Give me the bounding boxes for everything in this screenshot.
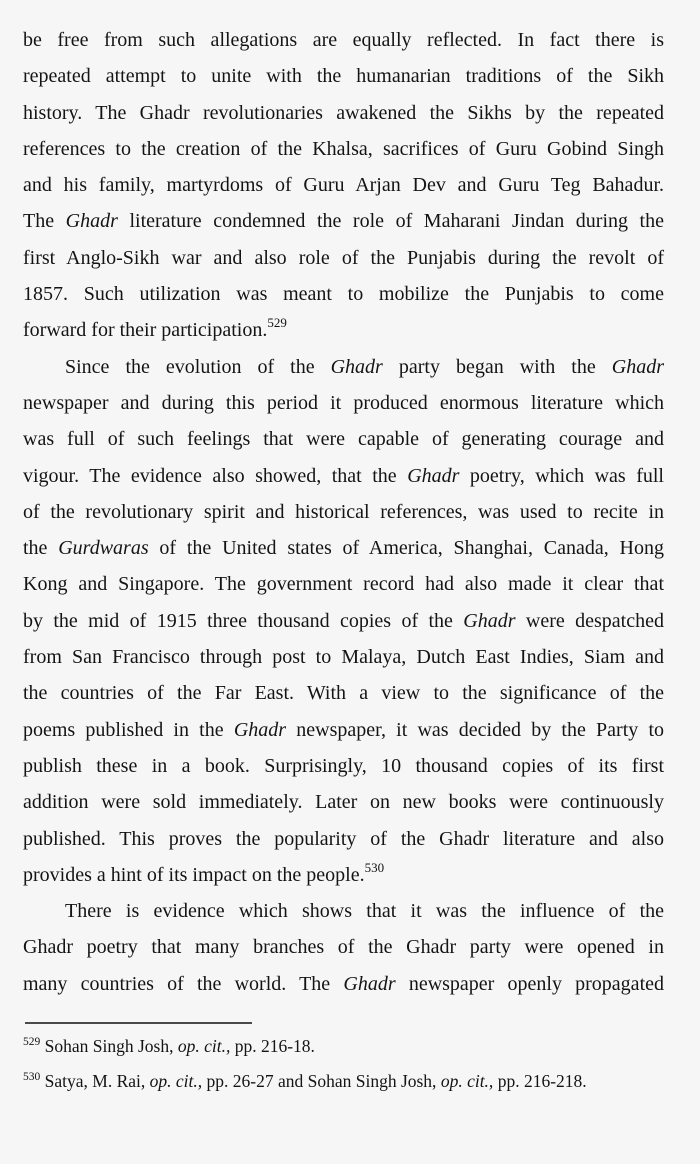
text-line [23, 857, 664, 893]
text-segment: addition were sold immediately. Later on new books were continuously [23, 791, 664, 814]
text-segment: Kong and Singapore. The government record had also made it clear that [23, 573, 664, 596]
text-segment: publish these in a book. Surprisingly, 10 thousand copies of its first [23, 754, 664, 777]
italic-text: Ghadr [65, 210, 118, 233]
text-segment: pp. 216-18. [230, 1036, 315, 1056]
text-line [23, 603, 664, 639]
footnotes [23, 1029, 678, 1099]
text-segment: poetry, which was full [459, 464, 664, 487]
text-segment: pp. 26-27 and Sohan Singh Josh, [202, 1071, 441, 1091]
text-segment: The [23, 210, 66, 233]
text-line [23, 530, 664, 566]
text-line [23, 276, 664, 312]
text-segment: and his family, martyrdoms of Guru Arjan Dev and Guru Teg Bahadur. [23, 174, 664, 197]
text-line [23, 966, 664, 1002]
footnote [23, 1029, 678, 1064]
text-segment: published. This proves the popularity of the Ghadr literature and also [23, 827, 664, 850]
italic-text: Ghadr [233, 718, 287, 741]
text-line [23, 167, 664, 203]
text-line [23, 893, 664, 929]
text-segment: There is evidence which shows that it was the influence of the [65, 900, 664, 923]
italic-text: Ghadr [463, 609, 516, 632]
text-line [23, 131, 664, 167]
italic-text: op. cit., [440, 1071, 494, 1091]
footnote-marker: 530 [23, 1071, 41, 1083]
body-text [23, 22, 664, 1002]
text-segment: many countries of the world. The [23, 972, 344, 995]
text-segment: references to the creation of the Khalsa, sacrifices of Guru Gobind Singh [23, 137, 664, 160]
text-line [23, 349, 664, 385]
text-line [23, 95, 664, 131]
text-line [23, 385, 664, 421]
footnote [23, 1064, 678, 1099]
text-segment: Ghadr poetry that many branches of the Ghadr party were opened in [23, 936, 664, 959]
italic-text: op. cit., [177, 1036, 231, 1056]
footnote-ref-superscript: 530 [364, 859, 385, 875]
text-segment: Satya, M. Rai, [44, 1071, 150, 1091]
footnote-separator [25, 1022, 252, 1024]
italic-text: op. cit., [149, 1071, 203, 1091]
text-segment: party began with the [382, 355, 612, 378]
text-segment: vigour. The evidence also showed, that the [23, 464, 408, 487]
text-segment: of the United states of America, Shanghai, Canada, Hong [148, 537, 664, 560]
italic-text: Ghadr [611, 355, 664, 378]
text-segment: first Anglo-Sikh war and also role of the Punjabis during the revolt of [23, 246, 664, 269]
text-line [23, 784, 664, 820]
italic-text: Ghadr [330, 355, 383, 378]
text-segment: newspaper and during this period it produced enormous literature which [23, 391, 664, 414]
text-segment: were despatched [515, 609, 664, 632]
footnote-ref-superscript: 529 [267, 315, 287, 331]
text-segment: Since the evolution of the [65, 355, 331, 378]
text-segment: forward for their participation. [23, 319, 268, 342]
text-line [23, 240, 664, 276]
text-line [23, 821, 664, 857]
text-segment: of the revolutionary spirit and historical references, was used to recite in [23, 500, 664, 523]
text-line [23, 421, 664, 457]
text-line [23, 566, 664, 602]
text-segment: literature condemned the role of Maharani Jindan during the [117, 210, 664, 233]
footnote-marker: 529 [23, 1036, 41, 1048]
italic-text: Gurdwaras [58, 537, 149, 560]
italic-text: Ghadr [343, 972, 396, 995]
text-segment: repeated attempt to unite with the humanarian traditions of the Sikh [23, 65, 664, 88]
text-segment: history. The Ghadr revolutionaries awakened the Sikhs by the repeated [23, 101, 664, 124]
text-line [23, 712, 664, 748]
text-segment: from San Francisco through post to Malaya, Dutch East Indies, Siam and [23, 646, 664, 669]
text-line [23, 203, 664, 239]
text-segment: provides a hint of its impact on the people. [23, 863, 365, 886]
text-line [23, 58, 664, 94]
text-segment: poems published in the [23, 718, 234, 741]
text-segment: the [23, 537, 59, 560]
text-line [23, 312, 664, 348]
text-line [23, 675, 664, 711]
text-segment: 1857. Such utilization was meant to mobilize the Punjabis to come [23, 283, 664, 306]
text-segment: newspaper, it was decided by the Party to [286, 718, 665, 741]
italic-text: Ghadr [407, 464, 460, 487]
text-segment: newspaper openly propagated [395, 972, 664, 995]
text-line [23, 458, 664, 494]
text-segment: the countries of the Far East. With a view to the significance of the [23, 682, 664, 705]
text-line [23, 748, 664, 784]
text-segment: be free from such allegations are equally reflected. In fact there is [23, 29, 664, 51]
text-line [23, 22, 664, 58]
text-line [23, 494, 664, 530]
text-line [23, 929, 664, 965]
text-segment: was full of such feelings that were capable of generating courage and [23, 428, 664, 451]
text-segment: pp. 216-218. [493, 1071, 587, 1091]
text-segment: by the mid of 1915 three thousand copies of the [23, 609, 464, 632]
text-line [23, 639, 664, 675]
text-segment: Sohan Singh Josh, [44, 1036, 178, 1056]
